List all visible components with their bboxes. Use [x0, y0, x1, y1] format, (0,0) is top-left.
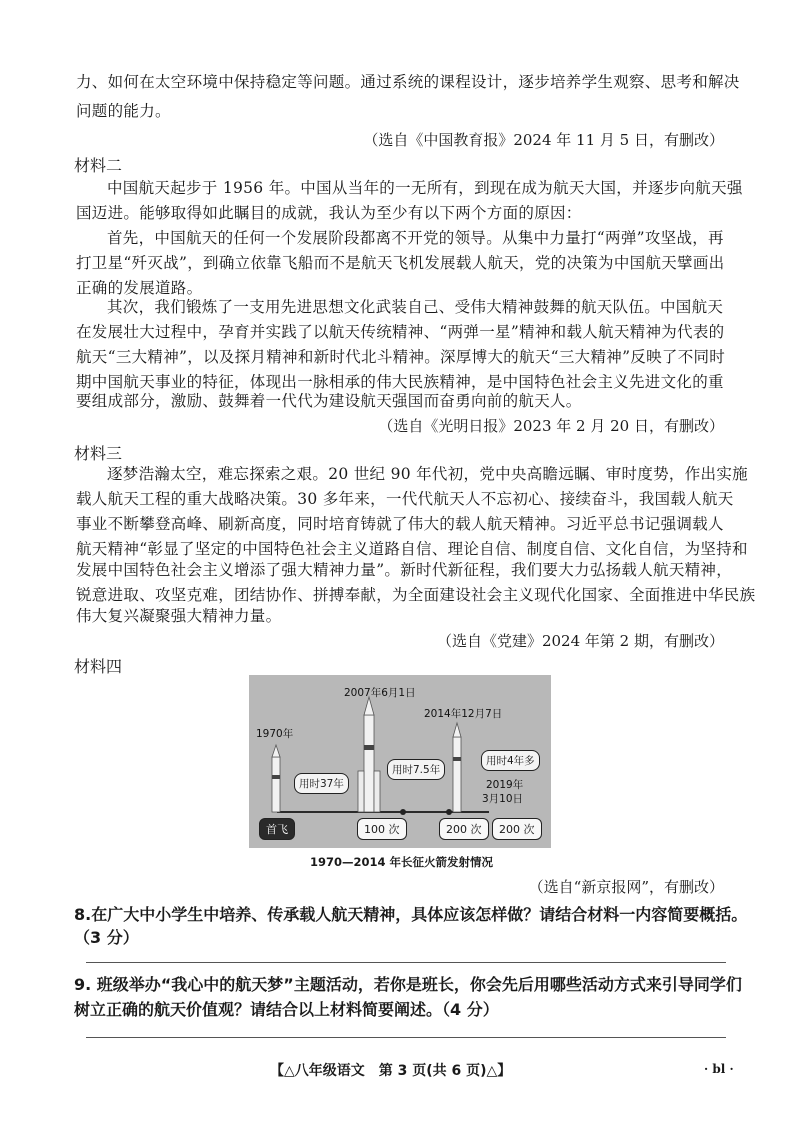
question-8-line-2: （3 分）: [74, 928, 139, 947]
date-label: 2007年6月1日: [344, 687, 416, 699]
intro-source: （选自《中国教育报》2024 年 11 月 5 日，有删改）: [363, 131, 724, 149]
material2-heading: 材料二: [74, 156, 123, 175]
intro-line-1: 力、如何在太空环境中保持稳定等问题。通过系统的课程设计，逐步培养学生观察、思考和解决: [76, 73, 740, 91]
launch-count-badge: 首飞: [259, 818, 295, 840]
figure-caption: 1970—2014 年长征火箭发射情况: [310, 855, 494, 869]
m2-line: 期中国航天事业的特征，体现出一脉相承的伟大民族精神，是中国特色社会主义先进文化的重: [76, 373, 724, 391]
material4-source: （选自“新京报网”，有删改）: [528, 878, 724, 896]
date-label: 2019年: [486, 779, 524, 791]
rocket-icon: [272, 745, 280, 812]
duration-bubble: 用时37年: [294, 773, 349, 794]
material4-heading: 材料四: [74, 657, 123, 676]
rocket-icon: [453, 723, 461, 812]
m2-line: 要组成部分，激励、鼓舞着一代代为建设航天强国而奋勇向前的航天人。: [76, 392, 582, 410]
launch-count-badge: 200 次: [439, 818, 489, 840]
m2-line: 其次，我们锻炼了一支用先进思想文化武装自己、受伟大精神鼓舞的航天队伍。中国航天: [107, 298, 724, 316]
m3-line: 航天精神“彰显了坚定的中国特色社会主义道路自信、理论自信、制度自信、文化自信，为坚持和: [76, 540, 748, 558]
material3-heading: 材料三: [74, 444, 123, 463]
question-9-line-2: 树立正确的航天价值观？请结合以上材料简要阐述。（4 分）: [74, 1000, 499, 1019]
m2-line: 航天“三大精神”，以及探月精神和新时代北斗精神。深厚博大的航天“三大精神”反映了不同时: [76, 348, 726, 366]
m3-line: 载人航天工程的重大战略决策。30 多年来，一代代航天人不忘初心、接续奋斗，我国载人航天: [76, 490, 734, 508]
answer-divider: [86, 1037, 726, 1038]
m2-line: 国迈进。能够取得如此瞩目的成就，我认为至少有以下两个方面的原因：: [76, 204, 582, 222]
date-label: 3月10日: [482, 793, 524, 805]
rocket-icon: [358, 697, 380, 812]
m2-line: 首先，中国航天的任何一个发展阶段都离不开党的领导。从集中力量打“两弹”攻坚战，再: [107, 229, 724, 247]
launch-figure: [249, 675, 551, 848]
m3-line: 伟大复兴凝聚强大精神力量。: [76, 607, 282, 625]
m3-line: 事业不断攀登高峰、刷新高度，同时培育铸就了伟大的载人航天精神。习近平总书记强调载人: [76, 515, 724, 533]
date-label: 1970年: [256, 728, 294, 740]
m2-line: 在发展壮大过程中，孕育并实践了以航天传统精神、“两弹一星”精神和载人航天精神为代表的: [76, 323, 725, 341]
answer-divider: [86, 962, 726, 963]
m3-line: 逐梦浩瀚太空，难忘探索之艰。20 世纪 90 年代初，党中央高瞻远瞩、审时度势，作出实施: [107, 465, 748, 483]
date-label: 2014年12月7日: [424, 708, 503, 720]
m2-line: 中国航天起步于 1956 年。中国从当年的一无所有，到现在成为航天大国，并逐步向航天强: [107, 179, 743, 197]
m3-line: 锐意进取、攻坚克难，团结协作、拼搏奉献，为全面建设社会主义现代化国家、全面推进中华民族: [76, 586, 756, 604]
m2-line: 打卫星“歼灭战”，到确立依靠飞船而不是航天飞机发展载人航天，党的决策为中国航天擘画出: [76, 254, 725, 272]
page-code: · bl ·: [704, 1062, 734, 1076]
m3-line: 发展中国特色社会主义增添了强大精神力量”。新时代新征程，我们要大力弘扬载人航天精神，: [76, 561, 733, 579]
page-footer: 【△八年级语文 第 3 页(共 6 页)△】: [270, 1063, 512, 1079]
timeline-dot: [400, 809, 406, 815]
duration-bubble: 用时7.5年: [387, 759, 445, 780]
launch-count-badge: 200 次: [492, 818, 542, 840]
intro-line-2: 问题的能力。: [76, 102, 171, 120]
timeline-dot: [446, 809, 452, 815]
m2-line: 正确的发展道路。: [76, 279, 203, 297]
launch-count-badge: 100 次: [357, 818, 407, 840]
material3-source: （选自《党建》2024 年第 2 期，有删改）: [436, 632, 724, 650]
question-9-line-1: 9. 班级举办“我心中的航天梦”主题活动，若你是班长，你会先后用哪些活动方式来引导同学们: [74, 975, 742, 994]
material2-source: （选自《光明日报》2023 年 2 月 20 日，有删改）: [378, 417, 724, 435]
duration-bubble: 用时4年多: [481, 750, 540, 771]
question-8-line-1: 8.在广大中小学生中培养、传承载人航天精神，具体应该怎样做？请结合材料一内容简要概括。: [74, 905, 748, 924]
